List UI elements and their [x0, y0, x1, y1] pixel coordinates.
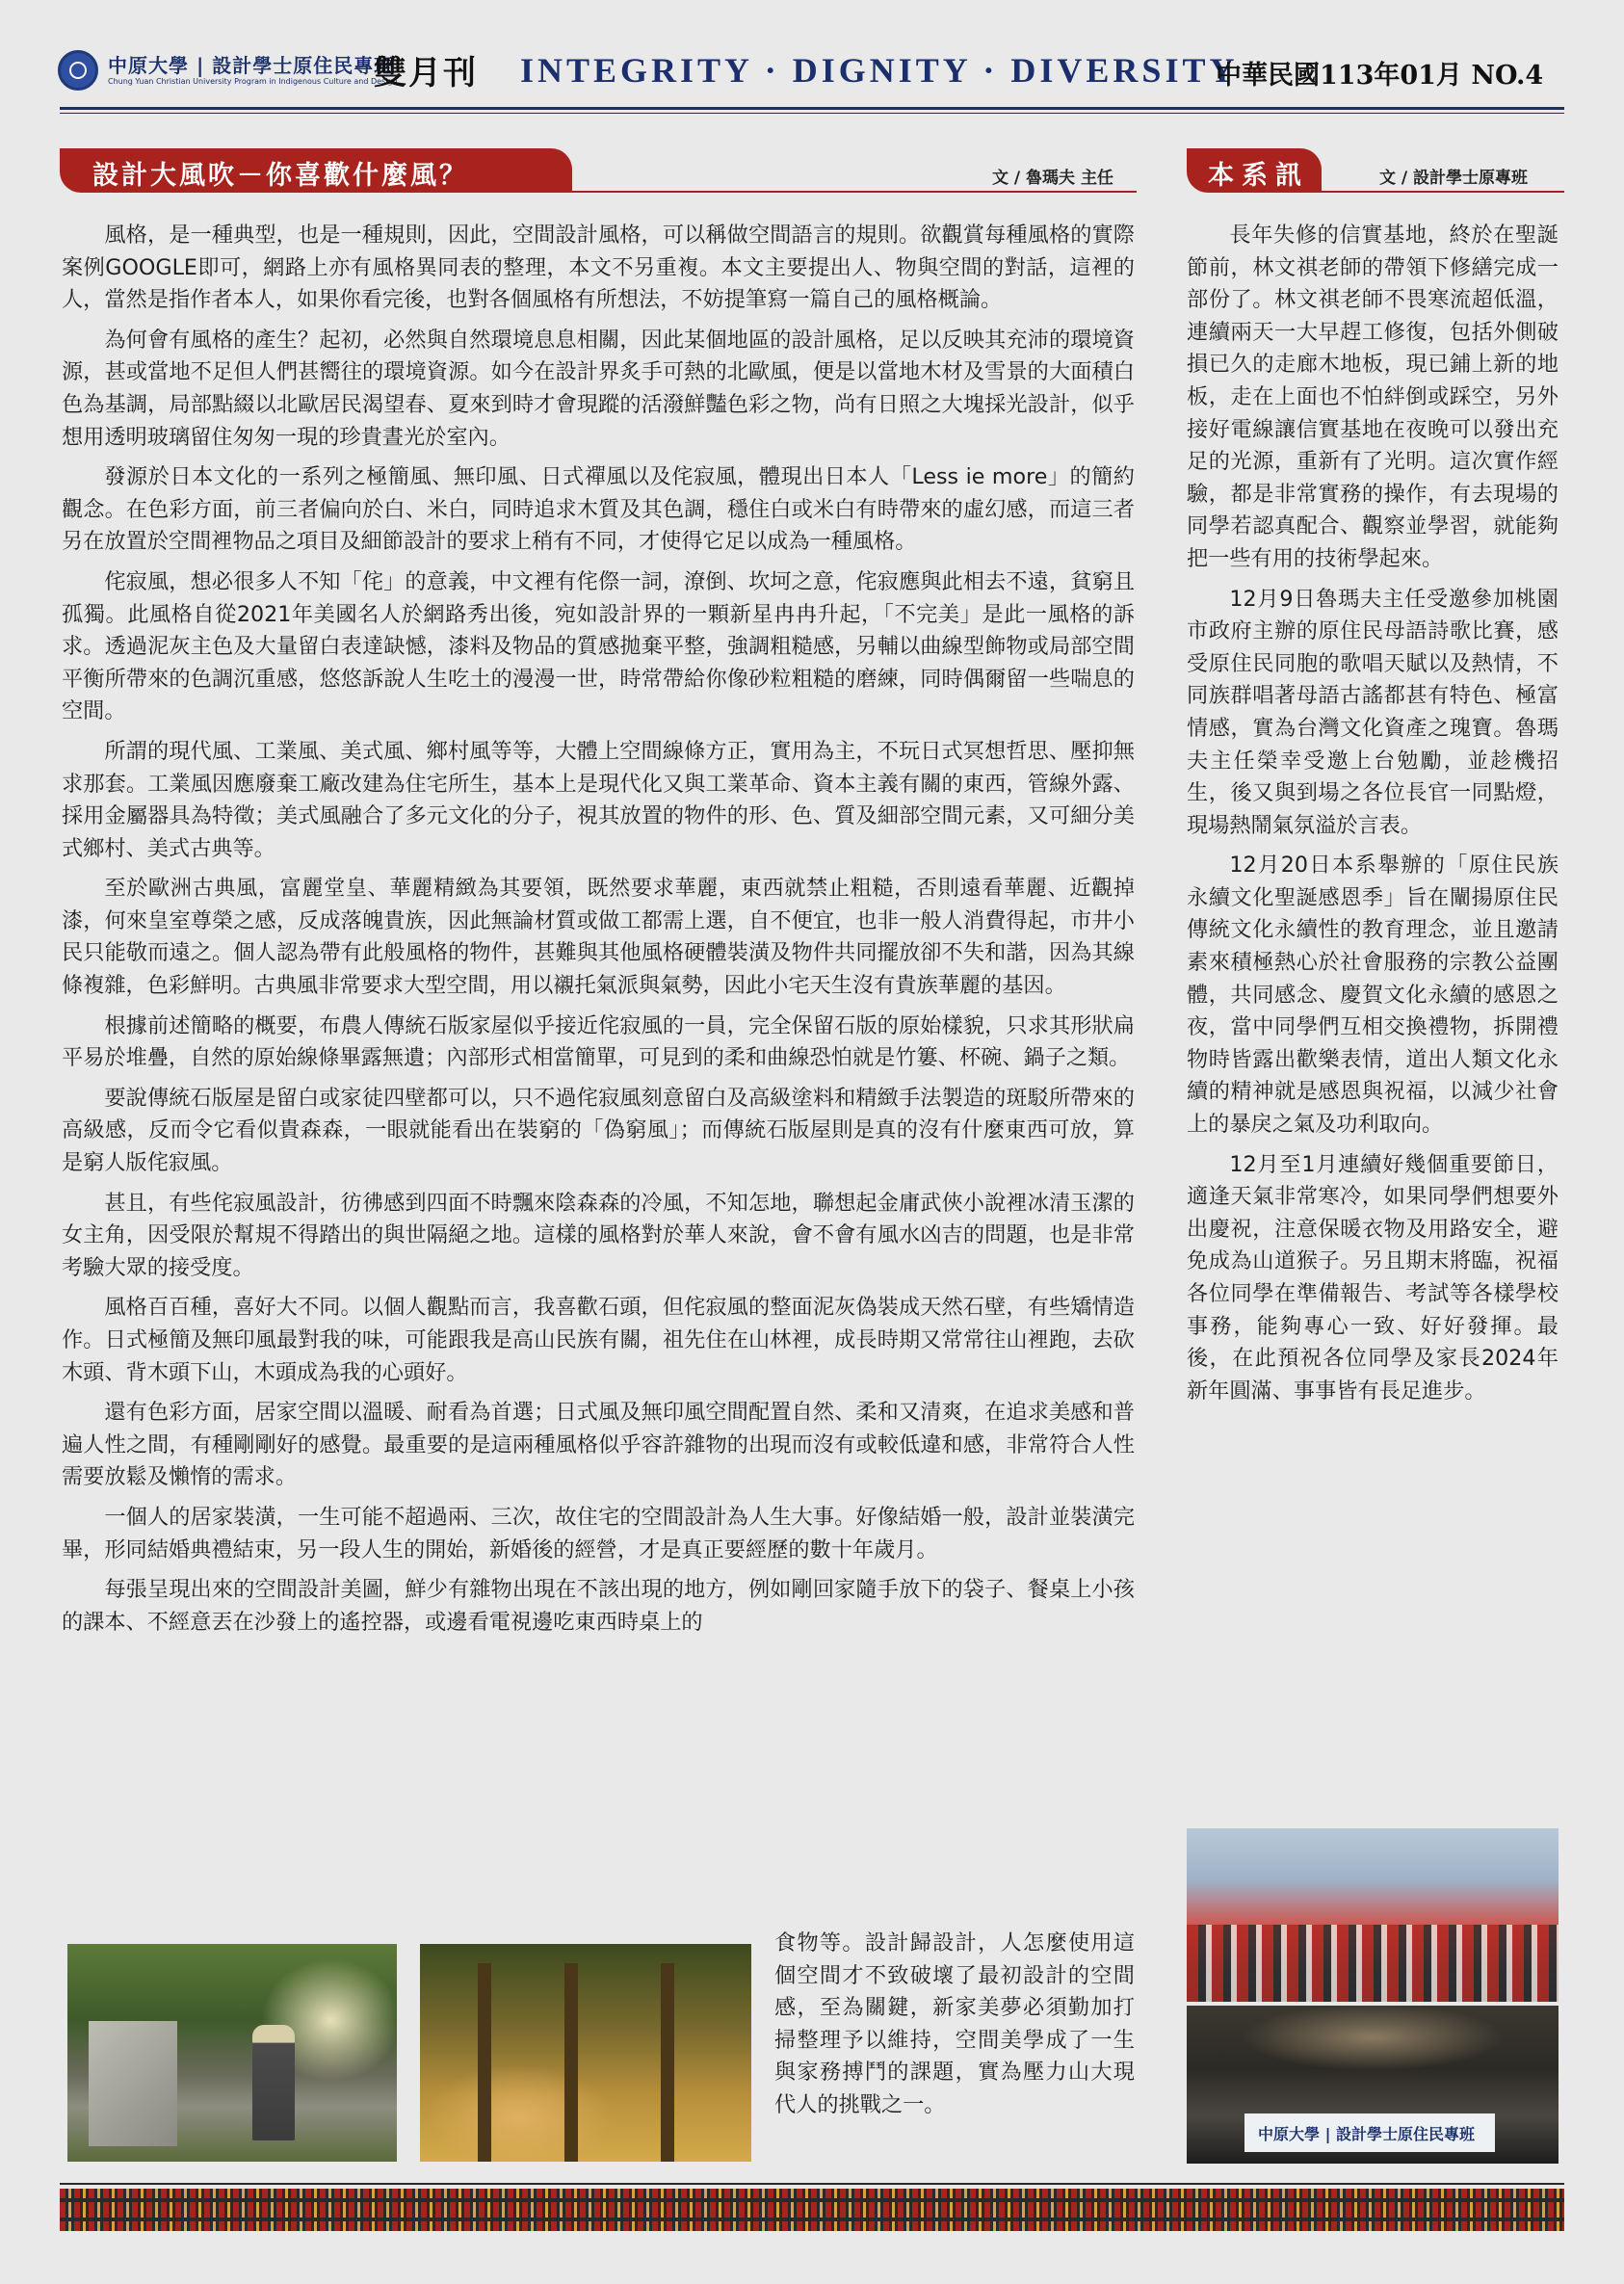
motto: INTEGRITY · DIGNITY · DIVERSITY: [520, 51, 1239, 90]
main-article-closing: 食物等。設計歸設計，人怎麼使用這個空間才不致破壞了最初設計的空間感，至為關鍵，新家美夢必須勤加打掃整理予以維持，空間美學成了一生與家務搏鬥的課題，實為壓力山大現代人的挑戰之一。: [774, 1930, 1135, 2117]
main-title-rule: [568, 191, 1137, 193]
program-name: 中原大學 | 設計學士原住民專班: [108, 54, 395, 77]
issue-info: 中華民國113年01月 NO.4: [1216, 61, 1544, 91]
article-paragraph: 風格，是一種典型，也是一種規則，因此，空間設計風格，可以稱做空間語言的規則。欲觀賞每種風格的實際案例GOOGLE即可，網路上亦有風格異同表的整理，本文不另重複。本文主要提出人、物與空間的對話，這裡的人，當然是指作者本人，如果你看完後，也對各個風格有所想法，不妨提筆寫一篇自己的風格概論。: [62, 223, 1135, 313]
photo-gift-exchange: [1187, 2006, 1559, 2164]
article-paragraph: 甚且，有些侘寂風設計，彷彿感到四面不時飄來陰森森的冷風，不知怎地，聯想起金庸武俠小說裡冰清玉潔的女主角，因受限於幫規不得踏出的與世隔絕之地。這樣的風格對於華人來說，會不會有風水凶吉的問題，也是非常考驗大眾的接受度。: [62, 1190, 1135, 1280]
news-paragraph: 長年失修的信實基地，終於在聖誕節前，林文祺老師的帶領下修繕完成一部份了。林文祺老師不畏寒流超低溫，連續兩天一大早趕工修復，包括外側破損已久的走廊木地板，現已鋪上新的地板，走在上面也不怕絆倒或踩空，另外接好電線讓信實基地在夜晚可以發出充足的光源，重新有了光明。這次實作經驗，都是非常實務的操作，有去現場的同學若認真配合、觀察並學習，就能夠把一些有用的技術學起來。: [1187, 223, 1559, 571]
newsletter-title: 雙月刊: [374, 54, 478, 92]
department-news-byline: 文 / 設計學士原專班: [1379, 169, 1529, 188]
photo-stone-house: [67, 1944, 397, 2162]
article-paragraph: 還有色彩方面，居家空間以溫暖、耐看為首選；日式風及無印風空間配置自然、柔和又清爽，在追求美感和普遍人性之間，有種剛剛好的感覺。最重要的是這兩種風格似乎容許雜物的出現而沒有或較低違和感，非常符合人性需要放鬆及懶惰的需求。: [62, 1400, 1135, 1490]
university-seal-icon: [58, 50, 98, 91]
program-english-name: Chung Yuan Christian University Program in Indigenous Culture and Design: [108, 77, 398, 86]
tree-trunk-shape: [478, 1963, 491, 2162]
article-paragraph: 根據前述簡略的概要，布農人傳統石版家屋似乎接近侘寂風的一員，完全保留石版的原始樣貌，只求其形狀扁平易於堆疊，自然的原始線條畢露無遺；內部形式相當簡單，可見到的柔和曲線恐怕就是竹簍、杯碗、鍋子之類。: [62, 1012, 1135, 1071]
article-paragraph: 至於歐洲古典風，富麗堂皇、華麗精緻為其要領，既然要求華麗，東西就禁止粗糙，否則遠看華麗、近觀掉漆，何來皇室尊榮之感，反成落魄貴族，因此無論材質或做工都需上選，自不便宜，也非一般人消費得起，市井小民只能敬而遠之。個人認為帶有此般風格的物件，甚難與其他風格硬體裝潢及物件共同擺放卻不失和諧，因為其線條複雜，色彩鮮明。古典風非常要求大型空間，用以襯托氣派與氣勢，因此小宅天生沒有貴族華麗的基因。: [62, 876, 1135, 999]
footer-rule: [60, 2183, 1564, 2185]
photo-forest-ruin: [420, 1944, 751, 2162]
main-article-title: 設計大風吹－你喜歡什麼風？: [60, 148, 572, 193]
header-divider: [60, 107, 1564, 110]
department-news-body: [1187, 220, 1559, 1415]
article-paragraph: 一個人的居家裝潢，一生可能不超過兩、三次，故住宅的空間設計為人生大事。好像結婚一般，設計並裝潢完畢，形同結婚典禮結束，另一段人生的開始，新婚後的經營，才是真正要經歷的數十年歲月。: [62, 1504, 1135, 1562]
main-article-body: [62, 220, 1135, 1639]
footer-stripe: [60, 2218, 1564, 2221]
article-paragraph: 發源於日本文化的一系列之極簡風、無印風、日式禪風以及侘寂風，體現出日本人「Less ie more」的簡約觀念。在色彩方面，前三者偏向於白、米白，同時追求木質及其色調，穩住白或米白有時帶來的虛幻感，而這三者另在放置於空間裡物品之項目及細節設計的要求上稍有不同，才使得它足以成為一種風格。: [62, 464, 1135, 555]
tribal-pattern-footer: [60, 2189, 1564, 2231]
article-paragraph: 侘寂風，想必很多人不知「侘」的意義，中文裡有侘傺一詞，潦倒、坎坷之意，侘寂應與此相去不遠，貧窮且孤獨。此風格自從2021年美國名人於網路秀出後，宛如設計界的一顆新星冉冉升起，「不完美」是此一風格的訴求。透過泥灰主色及大量留白表達缺憾，漆料及物品的質感拋棄平整，強調粗糙感，另輔以曲線型飾物或局部空間平衡所帶來的色調沉重感，悠悠訴說人生吃土的漫漫一世，時常帶給你像砂粒粗糙的磨練，同時偶爾留一些喘息的空間。: [62, 568, 1135, 724]
article-paragraph: 每張呈現出來的空間設計美圖，鮮少有雜物出現在不該出現的地方，例如剛回家隨手放下的袋子、餐桌上小孩的課本、不經意丟在沙發上的遙控器，或邊看電視邊吃東西時桌上的: [62, 1577, 1135, 1635]
header-divider-thin: [60, 113, 1564, 114]
tree-trunk-shape: [564, 1963, 578, 2162]
main-article-byline: 文 / 魯瑪夫 主任: [992, 169, 1113, 188]
stone-slab-shape: [89, 2021, 177, 2146]
person-shape: [252, 2025, 295, 2140]
department-news-title: 本系訊: [1187, 148, 1322, 193]
photo-christmas-event: [1187, 1828, 1559, 2002]
article-paragraph: 要說傳統石版屋是留白或家徒四壁都可以，只不過侘寂風刻意留白及高級塗料和精緻手法製造的斑駁所帶來的高級感，反而令它看似貴森森，一眼就能看出在裝窮的「偽窮風」；而傳統石版屋則是真的沒有什麼東西可放，算是窮人版侘寂風。: [62, 1085, 1135, 1176]
footer-stripe: [60, 2198, 1564, 2202]
article-paragraph: 風格百百種，喜好大不同。以個人觀點而言，我喜歡石頭，但侘寂風的整面泥灰偽裝成天然石壁，有些矯情造作。日式極簡及無印風最對我的味，可能跟我是高山民族有關，祖先住在山林裡，成長時期又常常往山裡跑，去砍木頭、背木頭下山，木頭成為我的心頭好。: [62, 1295, 1135, 1385]
news-paragraph: 12月至1月連續好幾個重要節日，適逢天氣非常寒冷，如果同學們想要外出慶祝，注意保暖衣物及用路安全，避免成為山道猴子。另且期末將臨，祝福各位同學在準備報告、考試等各樣學校事務，能夠專心一致、好好發揮。最後，在此預祝各位同學及家長2024年新年圓滿、事事皆有長足進步。: [1187, 1151, 1559, 1404]
news-paragraph: 12月9日魯瑪夫主任受邀參加桃園市政府主辦的原住民母語詩歌比賽，感受原住民同胞的歌唱天賦以及熱情，不同族群唱著母語古謠都甚有特色、極富情感，實為台灣文化資產之瑰寶。魯瑪夫主任榮幸受邀上台勉勵，並趁機招生，後又與到場之各位長官一同點燈，現場熱鬧氣氛溢於言表。: [1187, 586, 1559, 838]
article-paragraph: 所謂的現代風、工業風、美式風、鄉村風等等，大體上空間線條方正，實用為主，不玩日式冥想哲思、壓抑無求那套。工業風因應廢棄工廠改建為住宅所生，基本上是現代化又與工業革命、資本主義有關的東西，管線外露、採用金屬器具為特徵；美式風融合了多元文化的分子，視其放置的物件的形、色、質及細部空間元素，又可細分美式鄉村、美式古典等。: [62, 738, 1135, 861]
crowd-shape: [1187, 1925, 1559, 2002]
event-sign: 中原大學 | 設計學士原住民專班: [1244, 2113, 1495, 2152]
side-title-rule: [1318, 191, 1564, 193]
article-paragraph: 為何會有風格的產生？起初，必然與自然環境息息相關，因此某個地區的設計風格，足以反映其充沛的環境資源，甚或當地不足但人們甚嚮往的環境資源。如今在設計界炙手可熱的北歐風，便是以當地木材及雪景的大面積白色為基調，局部點綴以北歐居民渴望春、夏來到時才會現蹤的活潑鮮豔色彩之物，尚有日照之大塊採光設計，似乎想用透明玻璃留住匆匆一現的珍貴晝光於室內。: [62, 327, 1135, 450]
news-paragraph: 12月20日本系舉辦的「原住民族永續文化聖誕感恩季」旨在闡揚原住民傳統文化永續性的教育理念，並且邀請素來積極熱心於社會服務的宗教公益團體，共同感念、慶賀文化永續的感恩之夜，當中同學們互相交換禮物，拆開禮物時皆露出歡樂表情，道出人類文化永續的精神就是感恩與祝福，以減少社會上的暴戾之氣及功利取向。: [1187, 853, 1559, 1138]
tree-trunk-shape: [661, 1963, 674, 2162]
